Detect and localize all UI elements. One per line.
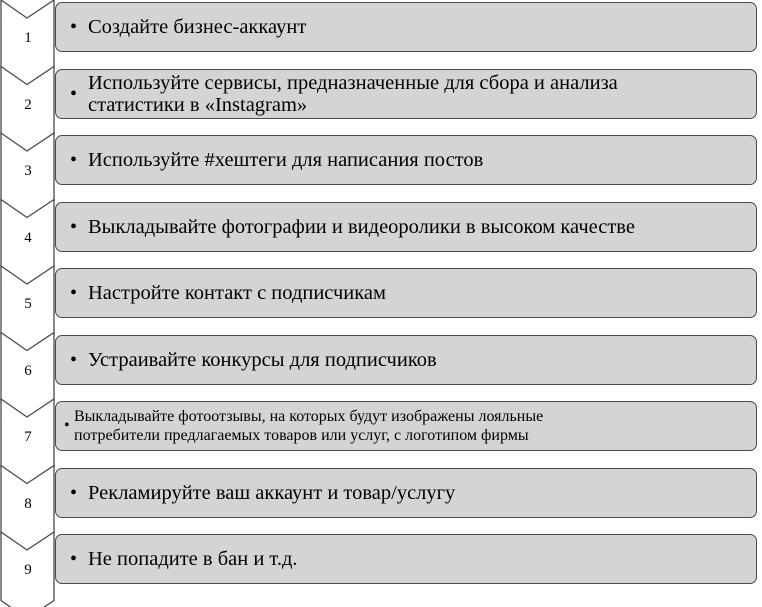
step-number-8: 8 [24,495,32,512]
step-number-4: 4 [24,229,32,246]
bullet-icon: • [70,348,78,371]
bullet-icon: • [70,215,78,238]
step-text-3: Используйте #хештеги для написания постов [88,149,484,171]
step-number-5: 5 [24,296,32,312]
step-number-9: 9 [24,562,32,578]
bullet-icon: • [70,481,78,504]
step-box-8 [55,468,757,518]
step-box-3 [55,135,757,185]
step-box-2 [55,69,757,119]
step-text-9: Не попадите в бан и т.д. [88,548,298,570]
step-text-1: Создайте бизнес-аккаунт [88,16,307,38]
step-text-6: Устраивайте конкурсы для подписчиков [88,348,437,371]
bullet-icon: • [64,417,70,434]
step-number-7: 7 [24,429,32,445]
step-box-5 [55,268,757,318]
step-text-7: Выкладывайте фотоотзывы, на которых будут изображены лояльные потребители предлагаемых товаров или услуг, с логотипом фирмы [74,408,544,444]
step-box-6 [55,335,757,385]
step-box-1 [55,2,757,52]
bullet-icon: • [70,82,78,105]
bullet-icon: • [70,149,78,171]
step-box-4 [55,202,757,252]
bullet-icon: • [70,282,78,304]
bullet-icon: • [70,548,78,570]
bullet-icon: • [70,16,78,38]
step-number-2: 2 [24,96,32,113]
step-box-9 [55,534,757,584]
step-number-6: 6 [24,362,32,379]
step-number-1: 1 [24,30,32,46]
step-box-7 [55,401,757,451]
step-number-3: 3 [24,163,32,179]
step-text-4: Выкладывайте фотографии и видеоролики в высоком качестве [88,215,635,238]
step-text-2: Используйте сервисы, предназначенные для сбора и анализа статистики в «Instagram» [88,71,618,116]
step-text-8: Рекламируйте ваш аккаунт и товар/услугу [88,481,456,504]
step-text-5: Настройте контакт с подписчикам [88,282,387,304]
